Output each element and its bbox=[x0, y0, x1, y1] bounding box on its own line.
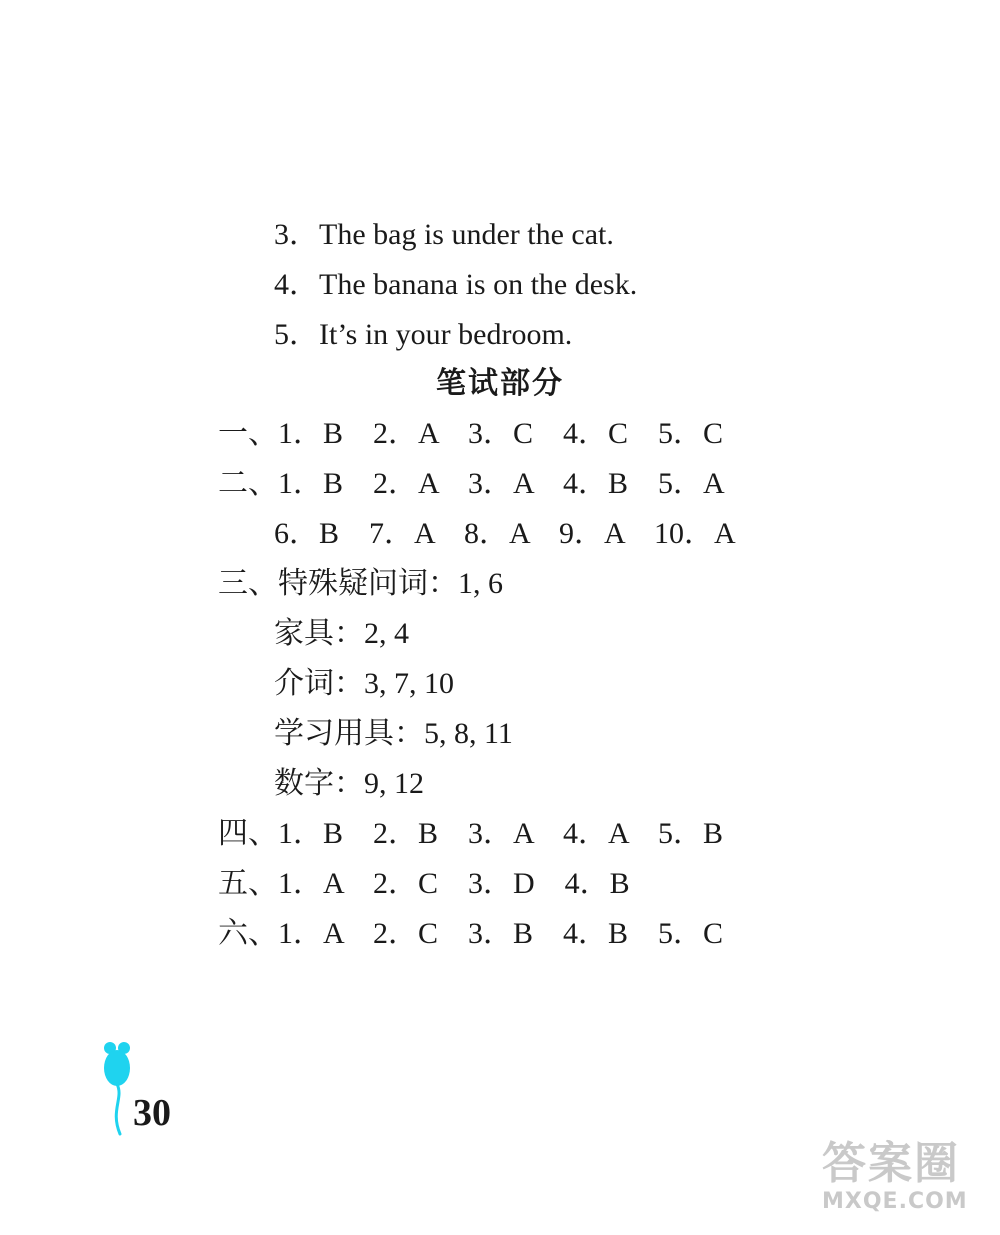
watermark-bottom: MXQE.COM bbox=[822, 1189, 968, 1214]
page-number: 30 bbox=[133, 1092, 171, 1134]
answer-section-3-numbers: 数字：9, 12 bbox=[274, 767, 424, 800]
watermark-logo bbox=[822, 1140, 992, 1230]
watermark-top: 答案圈 bbox=[822, 1138, 960, 1189]
answer-section-6: 六、1．A 2．C 3．B 4．B 5．C bbox=[218, 917, 724, 950]
answer-section-4: 四、1．B 2．B 3．A 4．A 5．B bbox=[218, 817, 724, 850]
answer-section-1: 一、1．B 2．A 3．C 4．C 5．C bbox=[218, 417, 724, 450]
section-heading: 笔试部分 bbox=[436, 367, 564, 400]
answer-section-2-continued: 6．B 7．A 8．A 9．A 10．A bbox=[274, 517, 736, 550]
answer-section-5: 五、1．A 2．C 3．D 4．B bbox=[218, 867, 630, 900]
listening-answer-5: 5．It’s in your bedroom. bbox=[274, 318, 573, 351]
answer-section-3: 三、特殊疑问词：1, 6 bbox=[218, 567, 503, 600]
answer-section-2: 二、1．B 2．A 3．A 4．B 5．A bbox=[218, 467, 725, 500]
answer-section-3-prepositions: 介词：3, 7, 10 bbox=[274, 667, 454, 700]
answer-section-3-stationery: 学习用具：5, 8, 11 bbox=[274, 717, 513, 750]
listening-answer-3: 3．The bag is under the cat. bbox=[274, 218, 614, 251]
listening-answer-4: 4．The banana is on the desk. bbox=[274, 268, 638, 301]
answer-section-3-furniture: 家具：2, 4 bbox=[274, 617, 409, 650]
